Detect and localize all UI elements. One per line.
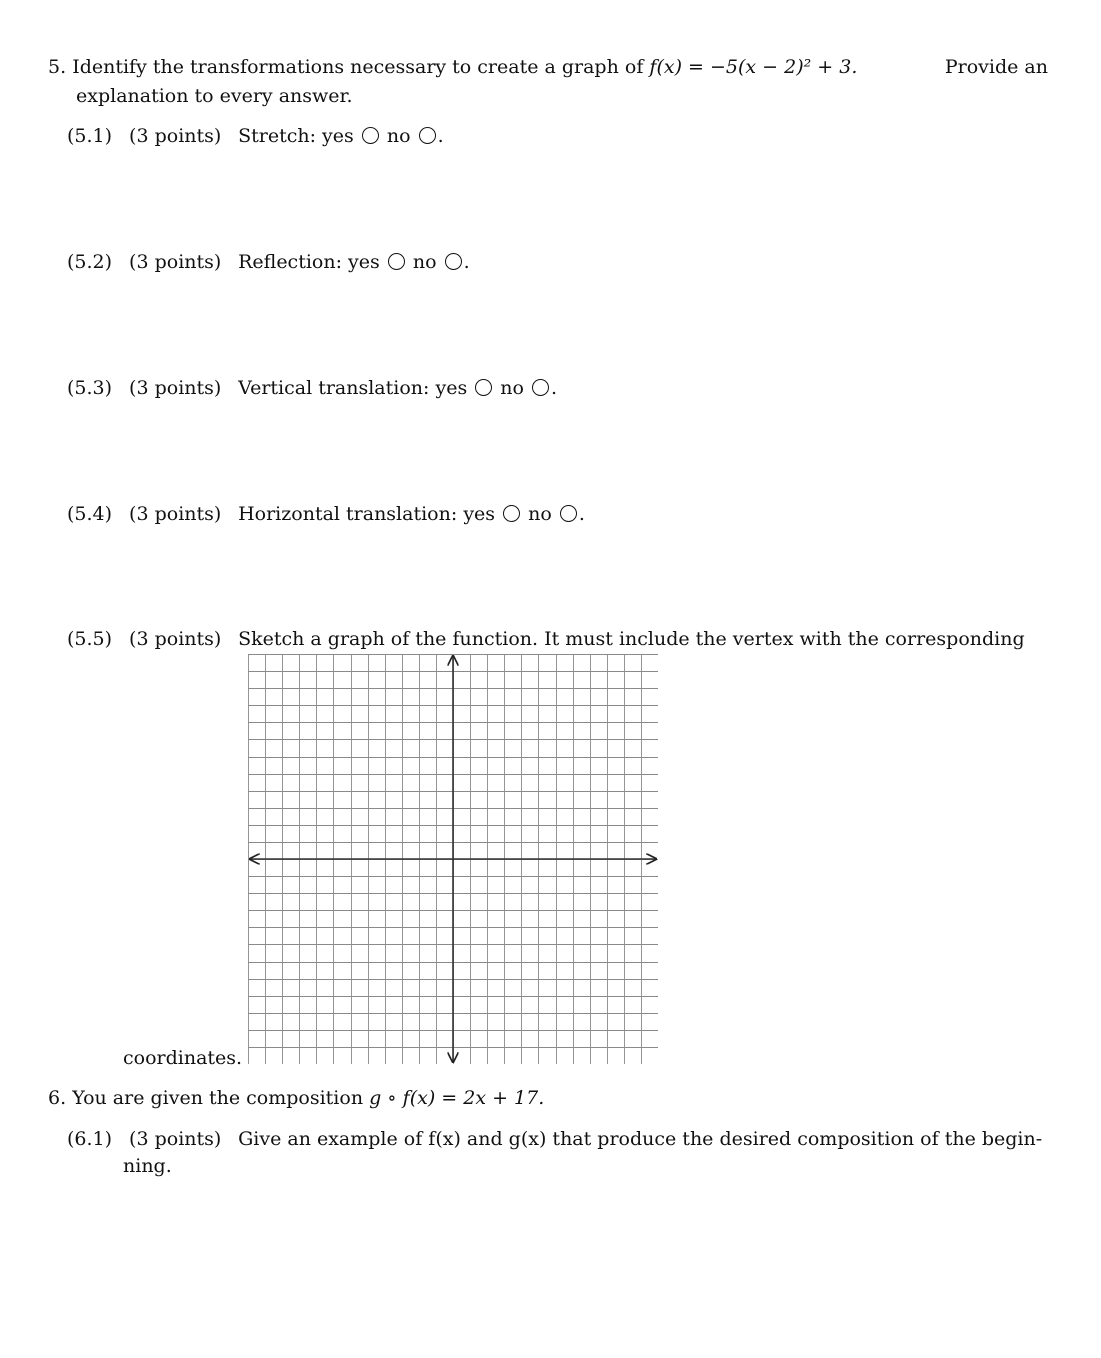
item-5-1: (5.1) (3 points) Stretch: yes no . — [67, 125, 444, 147]
sketch-prompt: Sketch a graph of the function. It must include the vertex with the corresponding — [238, 628, 1025, 650]
q6-number: 6. — [48, 1087, 67, 1109]
no-label: no — [386, 125, 411, 147]
item-number: (5.1) — [67, 125, 113, 147]
item-5-3: (5.3) (3 points) Vertical translation: yes no . — [67, 377, 558, 399]
sketch-prompt-end: coordinates. — [123, 1047, 243, 1069]
item-5-5 — [67, 628, 1025, 650]
yes-label: yes — [463, 503, 496, 525]
q6-composition: g ∘ f(x) = 2x + 17. — [369, 1087, 545, 1109]
yes-radio[interactable] — [503, 505, 520, 522]
item-number: (5.3) — [67, 377, 113, 399]
no-radio[interactable] — [532, 379, 549, 396]
item-label: Vertical translation: — [238, 377, 430, 399]
item-5-4: (5.4) (3 points) Horizontal translation: yes no . — [67, 503, 585, 525]
item-points: (3 points) — [129, 251, 222, 273]
yes-radio[interactable] — [362, 127, 379, 144]
item-number: (5.5) — [67, 628, 113, 650]
yes-radio[interactable] — [388, 253, 405, 270]
q5-prompt-line1 — [48, 56, 1048, 78]
yes-label: yes — [322, 125, 354, 147]
no-label: no — [500, 377, 524, 399]
item-points: (3 points) — [129, 628, 222, 650]
q5-prompt-line2: explanation to every answer. — [76, 85, 353, 107]
yes-label: yes — [348, 251, 380, 273]
no-label: no — [528, 503, 552, 525]
q5-number: 5. — [48, 56, 67, 78]
item-text: Give an example of f(x) and g(x) that produce the desired composition of the begin- — [238, 1128, 1043, 1150]
item-number: (5.4) — [67, 503, 113, 525]
item-points: (3 points) — [129, 1128, 222, 1150]
item-6-1 — [67, 1128, 1042, 1150]
q6-prompt — [48, 1087, 544, 1109]
item-label: Horizontal translation: — [238, 503, 458, 525]
item-points: (3 points) — [129, 377, 222, 399]
q5-text: Identify the transformations necessary to create a graph of — [72, 56, 644, 78]
yes-label: yes — [435, 377, 468, 399]
item-number: (6.1) — [67, 1128, 113, 1150]
item-points: (3 points) — [129, 125, 222, 147]
no-label: no — [412, 251, 437, 273]
no-radio[interactable] — [419, 127, 436, 144]
q5-function: f(x) = −5(x − 2)² + 3. — [649, 56, 858, 78]
no-radio[interactable] — [560, 505, 577, 522]
item-label: Stretch: — [238, 125, 316, 147]
q6-text: You are given the composition — [72, 1087, 364, 1109]
item-number: (5.2) — [67, 251, 113, 273]
no-radio[interactable] — [445, 253, 462, 270]
item-label: Reflection: — [238, 251, 342, 273]
item-5-2: (5.2) (3 points) Reflection: yes no . — [67, 251, 470, 273]
yes-radio[interactable] — [475, 379, 492, 396]
item-6-1-end: ning. — [123, 1155, 172, 1177]
graph-grid[interactable] — [248, 654, 658, 1064]
q5-text-end: Provide an — [944, 56, 1048, 78]
item-points: (3 points) — [129, 503, 222, 525]
